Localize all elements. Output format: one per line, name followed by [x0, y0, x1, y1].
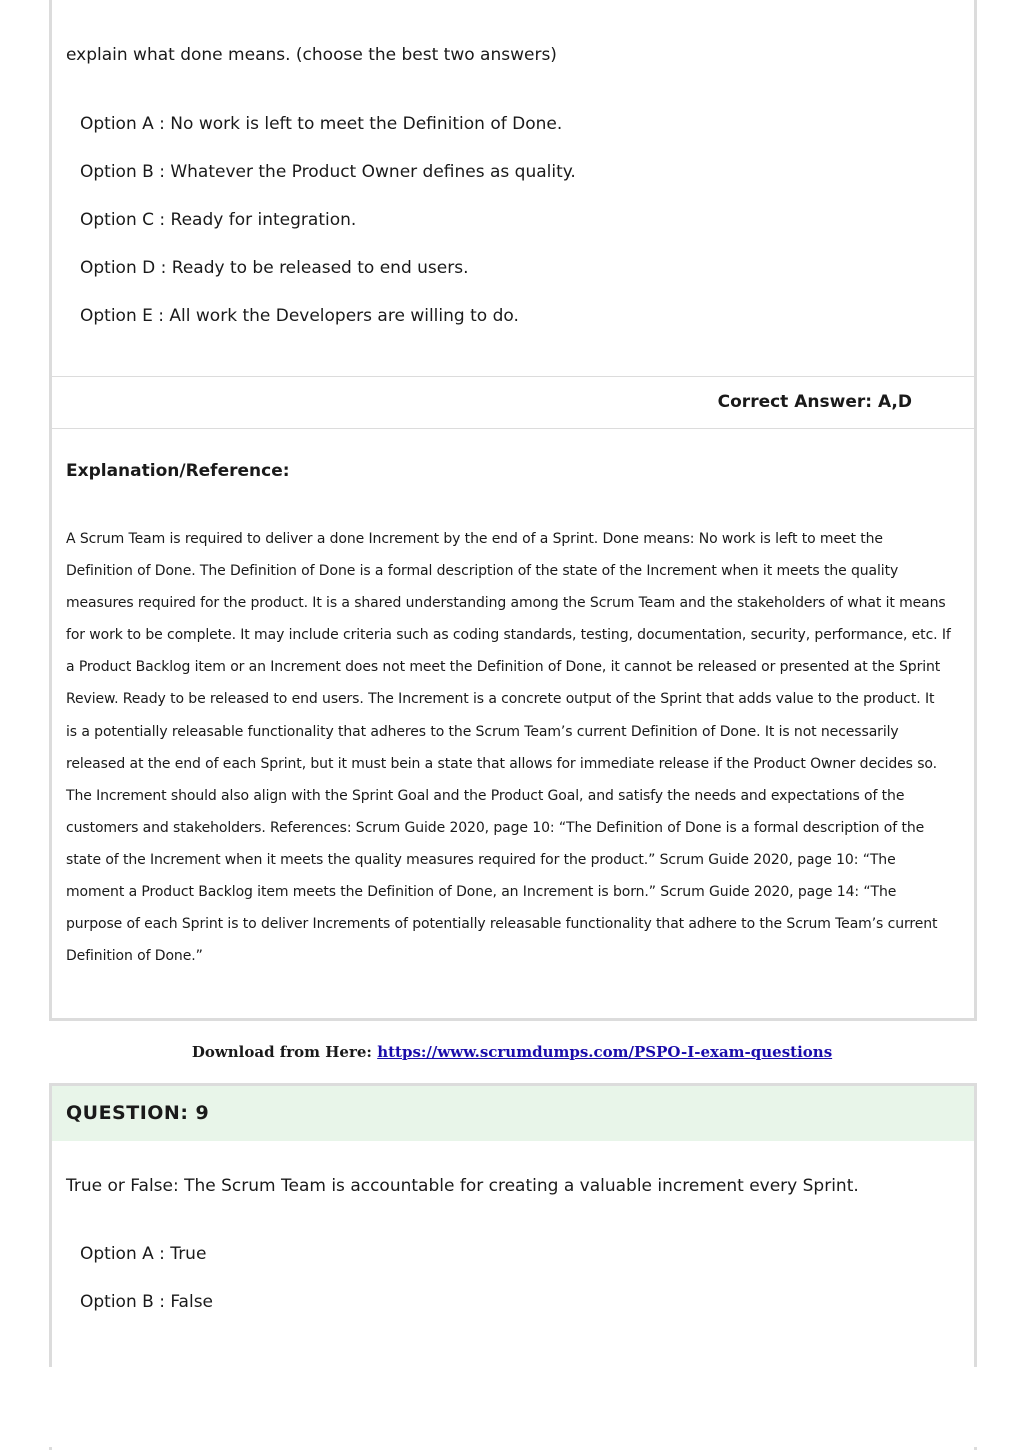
explanation-line: moment a Product Backlog item meets the Definition of Done, an Increment is born.” Scrum Guide 2020, page 14: “The [66, 884, 897, 901]
explanation-line: is a potentially releasable functionality that adheres to the Scrum Team’s current Definition of Done. It is not necessarily [66, 723, 899, 740]
page-bottom-margin [0, 1367, 1024, 1447]
explanation-line: customers and stakeholders. References: Scrum Guide 2020, page 10: “The Definition of Done is a formal description of the [66, 819, 925, 836]
correct-answer: Correct Answer: A,D [717, 392, 912, 412]
question-9-option-b: Option B : False [80, 1292, 214, 1312]
question-8-option-b: Option B : Whatever the Product Owner defines as quality. [80, 162, 576, 182]
explanation-line: measures required for the product. It is a shared understanding among the Scrum Team and the stakeholders of what it means [66, 595, 946, 612]
question-8-card [49, 0, 977, 1021]
question-8-stem: explain what done means. (choose the best two answers) [66, 45, 557, 65]
explanation-line: released at the end of each Sprint, but it must bein a state that allows for immediate release if the Product Owner decides so. [66, 755, 937, 772]
download-link[interactable]: https://www.scrumdumps.com/PSPO-I-exam-questions [377, 1043, 833, 1061]
explanation-line: state of the Increment when it meets the quality measures required for the product.” Scrum Guide 2020, page 10: “The [66, 851, 896, 868]
explanation-line: The Increment should also align with the Sprint Goal and the Product Goal, and satisfy the needs and expectations of the [66, 787, 905, 804]
explanation-line: a Product Backlog item or an Increment does not meet the Definition of Done, it cannot be released or presented at the Sprint [66, 659, 941, 676]
explanation-line: purpose of each Sprint is to deliver Increments of potentially releasable functionality that adhere to the Scrum Team’s current [66, 916, 938, 933]
correct-answer-row [52, 376, 974, 429]
question-9-option-a: Option A : True [80, 1244, 207, 1264]
question-8-option-a: Option A : No work is left to meet the Definition of Done. [80, 114, 563, 134]
explanation-line: Definition of Done.” [66, 948, 203, 965]
download-line [0, 1041, 1024, 1063]
question-number: QUESTION: 9 [66, 1102, 210, 1124]
question-8-option-e: Option E : All work the Developers are willing to do. [80, 306, 519, 326]
question-9-header [52, 1086, 974, 1141]
explanation-body [66, 523, 962, 972]
question-9-stem: True or False: The Scrum Team is accountable for creating a valuable increment every Sprint. [66, 1176, 859, 1196]
question-8-option-d: Option D : Ready to be released to end users. [80, 258, 469, 278]
explanation-line: Review. Ready to be released to end users. The Increment is a concrete output of the Sprint that adds value to the product. It [66, 691, 935, 708]
question-8-option-c: Option C : Ready for integration. [80, 210, 357, 230]
explanation-heading: Explanation/Reference: [66, 461, 290, 481]
download-label: Download from Here: [191, 1043, 378, 1061]
explanation-line: A Scrum Team is required to deliver a done Increment by the end of a Sprint. Done means: No work is left to meet the [66, 531, 883, 547]
explanation-line: for work to be complete. It may include criteria such as coding standards, testing, documentation, security, performance, etc. If [66, 627, 951, 644]
explanation-line: Definition of Done. The Definition of Done is a formal description of the state of the Increment when it meets the quality [66, 563, 899, 580]
